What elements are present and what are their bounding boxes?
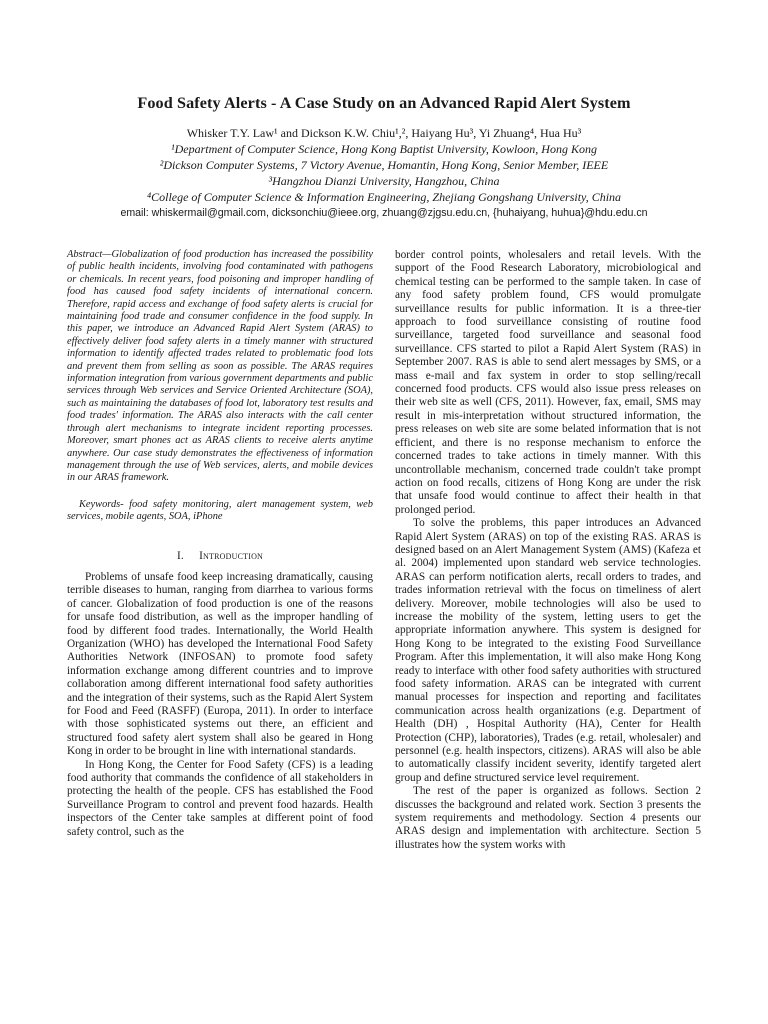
abstract: Abstract—Globalization of food production has increased the possibility of public health incidents, involving food contaminated with pathogens or chemicals. In recent years, food poisoning and improper handling of food has caused food safety incidents of international concern. Therefore, rapid access and exchange of food safety alerts is crucial for maintaining food trade and consumer confidence in the food supply. In this paper, we introduce an Advanced Rapid Alert System (ARAS) to effectively deliver food safety alerts in a timely manner with structured information to identify affected trades related to problematic food lots and prevent them from selling as soon as possible. The ARAS requires information integration from various government departments and public services through Web services and Service Oriented Architecture (SOA), such as maintaining the databases of food lot, laboratory test results and food trades' information. The ARAS also interacts with the call center through alert mechanisms to integrate incident reporting processes. Moreover, smart phones act as ARAS clients to receive alerts anytime anywhere. Our case study demonstrates the effectiveness of information management through the use of Web services, alerts, and mobile devices in our ARAS framework. — [67, 249, 373, 484]
affiliation-3: ³Hangzhou Dianzi University, Hangzhou, China — [268, 174, 500, 189]
paragraph: border control points, wholesalers and retail levels. With the support of the Food Research Laboratory, microbiological and chemical testing can be performed to the sample taken. In case of any food safety problem found, CFS would promulgate surveillance results for public information. It is a three-tier approach to food surveillance consisting of routine food surveillance, targeted food surveillance and seasonal food surveillance. CFS started to pilot a Rapid Alert System (RAS) in September 2007. RAS is able to send alert messages by SMS, or a mass e-mail and fax system in order to stop selling/recall concerned food products. CFS would also issue press releases on their web site as well (CFS, 2011). However, fax, email, SMS may result in mis-interpretation without structured information, the press releases on web site are some belated information that is not efficient, and there is no response mechanism to enforce the concerned trades to take actions in timely manner. With this uncontrollable mechanism, concerned trade couldn't take prompt action on food recalls, citizens of Hong Kong are under the risk that unsafe food would continue to affect their health in that prolonged period. — [395, 249, 701, 516]
affiliation-1: ¹Department of Computer Science, Hong Kong Baptist University, Kowloon, Hong Kong — [171, 142, 597, 157]
author-emails: email: whiskermail@gmail.com, dicksonchiu@ieee.org, zhuang@zjgsu.edu.cn, {huhaiyang, huhua}@hdu.edu.cn — [120, 207, 648, 220]
left-column — [67, 249, 373, 839]
paragraph: To solve the problems, this paper introduces an Advanced Rapid Alert System (ARAS) on top of the existing RAS. ARAS is designed based on an Alert Management System (AMS) (Kafeza et al. 2004) implemented upon standard web service technologies. ARAS can perform notification alerts, recall orders to trades, and trades information retrieval with the focus on timeliness of alert delivery. Moreover, mobile technologies will also be used to increase the mobility of the system, letting users to get the appropriate information anywhere. This system is designed for Hong Kong to be integrated to the existing Food Surveillance Program. After this implementation, it will also make Hong Kong ready to interface with other food safety authorities with structured food safety information. ARAS can be integrated with current manual processes for inspection and reporting and facilitates communication across health organizations (e.g. Department of Health (DH) , Hospital Authority (HA), Center for Health Protection (CHP), laboratories), Trades (e.g. retail, wholesaler) and personnel (e.g. health inspectors, citizens). ARAS will also be able to automatically classify incident severity, identify targeted alert group and define structured service level requirement. — [395, 517, 701, 784]
paragraph: In Hong Kong, the Center for Food Safety (CFS) is a leading food authority that commands the confidence of all stakeholders in protecting the health of the people. CFS has established the Food Surveillance Program to control and prevent food hazards. Health inspectors of the Center take samples at different point of food safety control, such as the — [67, 758, 373, 838]
author-block — [30, 125, 738, 222]
paragraph: Problems of unsafe food keep increasing dramatically, causing terrible diseases to human, ranging from diarrhea to various forms of cancer. Globalization of food production is one of the reasons for unsafe food distribution, as well as the improper handling of food by different food trades. Internationally, the World Health Organization (WHO) has developed the International Food Safety Authorities Network (INFOSAN) to promote food safety information exchange among different countries and to improve collaboration among different international food safety authorities and the integration of their systems, such as the Rapid Alert System for Food and Feed (RASFF) (Europa, 2011). In order to interface with those sophisticated systems out there, an efficient and structured food safety alert system shall also be geared in Hong Kong in order to be brought in line with international standards. — [67, 570, 373, 758]
keywords: Keywords- food safety monitoring, alert management system, web services, mobile agents, SOA, iPhone — [67, 498, 373, 523]
affiliation-4: ⁴College of Computer Science & Information Engineering, Zhejiang Gongshang University, China — [146, 190, 622, 205]
paper-title: Food Safety Alerts - A Case Study on an Advanced Rapid Alert System — [137, 94, 631, 112]
author-list: Whisker T.Y. Law¹ and Dickson K.W. Chiu¹,², Haiyang Hu³, Yi Zhuang⁴, Hua Hu³ — [186, 126, 582, 140]
section-title: Introduction — [199, 549, 264, 562]
section-number: I. — [176, 549, 184, 562]
affiliation-2: ²Dickson Computer Systems, 7 Victory Avenue, Homantin, Hong Kong, Senior Member, IEEE — [159, 158, 609, 173]
section-heading-introduction — [67, 550, 373, 563]
paragraph: The rest of the paper is organized as follows. Section 2 discusses the background and related work. Section 3 presents the system requirements and methodology. Section 4 presents our ARAS design and implementation with architecture. Section 5 illustrates how the system works with — [395, 785, 701, 851]
right-column — [395, 249, 701, 852]
